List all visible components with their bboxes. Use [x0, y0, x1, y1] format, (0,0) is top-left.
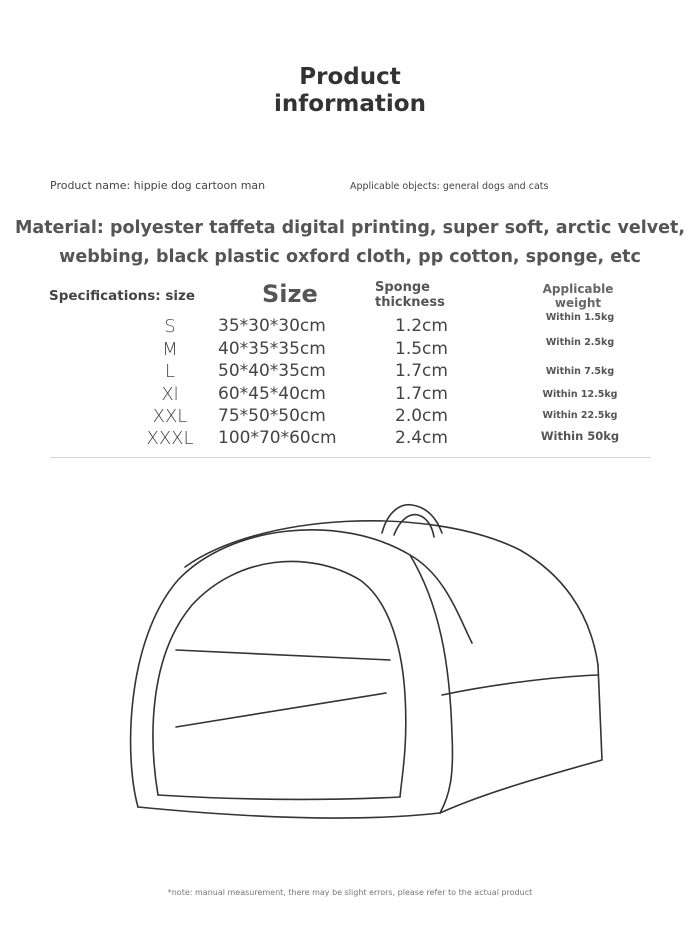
- weight-cell: Within 2.5kg: [545, 337, 615, 348]
- page-title: [0, 64, 700, 118]
- applicable-weight-header: [528, 282, 628, 310]
- thickness-cell: 2.0cm: [395, 406, 448, 426]
- thickness-cell: 2.4cm: [395, 428, 448, 448]
- dimensions-cell: 40*35*35cm: [218, 339, 326, 359]
- dimensions-cell: 60*45*40cm: [218, 384, 326, 404]
- title-line-1: Product: [299, 64, 401, 90]
- product-name: Product name: hippie dog cartoon man: [50, 179, 266, 192]
- thickness-cell: 1.5cm: [395, 339, 448, 359]
- spec-row: [0, 406, 700, 428]
- spec-row: [0, 339, 700, 361]
- size-cell: XXL: [152, 406, 188, 427]
- size-cell: L: [164, 361, 176, 382]
- weight-cell: Within 22.5kg: [542, 410, 618, 421]
- size-cell: Xl: [161, 384, 179, 405]
- size-cell: XXXL: [146, 428, 194, 449]
- dimensions-cell: 100*70*60cm: [218, 428, 337, 448]
- size-cell: S: [164, 316, 176, 337]
- weight-cell: Within 50kg: [540, 429, 620, 443]
- material-line-1: Material: polyester taffeta digital printing, super soft, arctic velvet,: [14, 218, 686, 238]
- dimensions-cell: 50*40*35cm: [218, 361, 326, 381]
- dimensions-cell: 75*50*50cm: [218, 406, 326, 426]
- specifications-label: Specifications: size: [49, 288, 196, 304]
- title-line-2: information: [274, 91, 426, 117]
- sponge-header-line-1: Sponge: [375, 280, 430, 295]
- pet-house-outline-icon: [120, 495, 610, 859]
- weight-cell: Within 12.5kg: [542, 389, 618, 400]
- spec-row: [0, 361, 700, 383]
- spec-row: [0, 428, 700, 450]
- thickness-cell: 1.7cm: [395, 384, 448, 404]
- sponge-thickness-header: [375, 280, 445, 310]
- size-header: Size: [262, 280, 318, 308]
- material-description: [0, 214, 700, 272]
- spec-row: [0, 312, 700, 338]
- weight-cell: Within 7.5kg: [545, 366, 615, 377]
- weight-header-line-2: weight: [554, 296, 602, 310]
- size-cell: M: [162, 339, 178, 360]
- divider: [50, 457, 650, 458]
- weight-header-line-1: Applicable: [542, 282, 614, 296]
- thickness-cell: 1.7cm: [395, 361, 448, 381]
- spec-row: [0, 384, 700, 406]
- sponge-header-line-2: thickness: [375, 295, 445, 310]
- thickness-cell: 1.2cm: [395, 316, 448, 336]
- weight-cell: Within 1.5kg: [545, 312, 615, 323]
- material-line-2: webbing, black plastic oxford cloth, pp cotton, sponge, etc: [59, 247, 641, 267]
- applicable-objects: Applicable objects: general dogs and cats: [350, 181, 549, 192]
- footnote: *note: manual measurement, there may be slight errors, please refer to the actual product: [167, 888, 533, 897]
- dimensions-cell: 35*30*30cm: [218, 316, 326, 336]
